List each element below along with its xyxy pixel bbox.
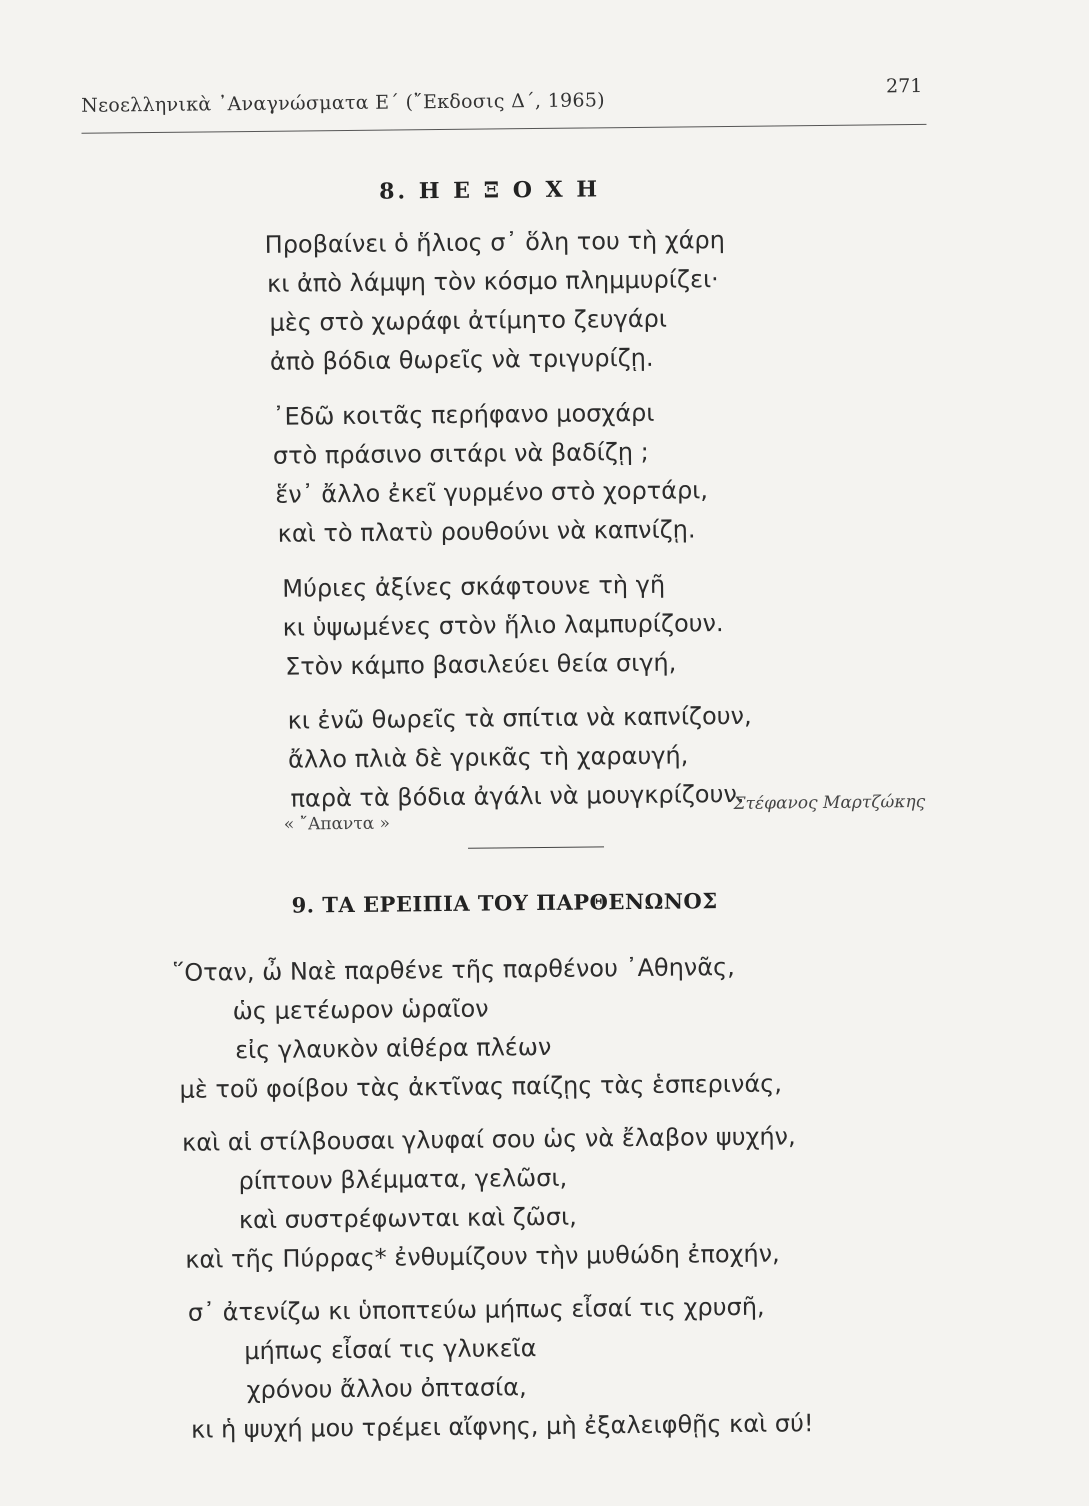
poem-line: χρόνου ἄλλου ὀπτασία, [246,1373,527,1405]
poem-line: σ᾿ ἀτενίζω κι ὑποπτεύω μήπως εἶσαί τις χρυσῆ, [187,1292,765,1327]
poem-line: καὶ αἱ στίλβουσαι γλυφαί σου ὡς νὰ ἔλαβον ψυχήν, [181,1122,796,1157]
page-number: 271 [885,74,923,98]
poem-line: ῞Οταν, ὦ Ναὲ παρθένε τῆς παρθένου ᾿Αθηνᾶς, [172,952,735,987]
poem-line: εἰς γλαυκὸν αἰθέρα πλέων [234,1032,552,1065]
poem-line: κι ἡ ψυχή μου τρέμει αἴφνης, μὴ ἐξαλειφθῇς καὶ σύ! [190,1409,814,1444]
poem-line: Στὸν κάμπο βασιλεύει θεία σιγή, [284,648,677,681]
poem-line: ρίπτουν βλέμματα, γελῶσι, [238,1163,568,1196]
poem-line: μὲς στὸ χωράφι ἀτίμητο ζευγάρι [269,304,668,337]
poem-line: ὡς μετέωρον ὡραῖον [232,994,489,1026]
poem-line: παρὰ τὰ βόδια ἀγάλι νὰ μουγκρίζουν. [290,779,745,813]
poem-source: « ῎Απαντα » [283,813,391,835]
poem-line: ἄλλο πλιὰ δὲ γρικᾶς τὴ χαραυγή, [287,741,689,774]
poem-author: Στέφανος Μαρτζώκης [733,791,926,814]
section-divider [468,846,604,848]
poem-line: Προβαίνει ὁ ἥλιος σ᾿ ὅλη του τὴ χάρη [264,226,726,259]
poem-line: κι ἀπὸ λάμψη τὸν κόσμο πλημμυρίζει· [266,265,719,298]
poem-title-exochi: 8. Η Ε Ξ Ο Χ Η [379,176,601,205]
poem-line: ἀπὸ βόδια θωρεῖς νὰ τριγυρίζῃ. [269,343,654,376]
poem-line: καὶ τῆς Πύρρας* ἐνθυμίζουν τὴν μυθώδη ἐποχήν, [185,1239,780,1274]
running-header: Νεοελληνικὰ ᾿Αναγνώσματα Ε΄ (῎Εκδοσις Δ΄, 1965) [81,89,606,117]
poem-title-parthenon: 9. ΤΑ ΕΡΕΙΠΙΑ ΤΟΥ ΠΑΡΘΕΝΩΝΟΣ [291,888,718,918]
poem-line: καὶ τὸ πλατὺ ρουθούνι νὰ καπνίζῃ. [277,515,696,548]
poem-line: ἕν᾿ ἄλλο ἐκεῖ γυρμένο στὸ χορτάρι, [275,476,709,509]
poem-line: μὲ τοῦ φοίβου τὰς ἀκτῖνας παίζῃς τὰς ἑσπερινάς, [179,1069,783,1104]
poem-line: καὶ συστρέφωνται καὶ ζῶσι, [238,1202,577,1235]
poem-line: μήπως εἶσαί τις γλυκεῖα [244,1334,537,1366]
poem-line: κι ὑψωμένες στὸν ἥλιο λαμπυρίζουν. [282,609,724,642]
poem-line: ᾿Εδῶ κοιτᾶς περήφανο μοσχάρι [272,398,655,431]
poem-line: Μύριες ἀξίνες σκάφτουνε τὴ γῆ [282,570,666,603]
poem-line: στὸ πράσινο σιτάρι νὰ βαδίζῃ ; [272,437,649,470]
poem-line: κι ἐνῶ θωρεῖς τὰ σπίτια νὰ καπνίζουν, [287,701,752,735]
header-rule [82,124,927,134]
